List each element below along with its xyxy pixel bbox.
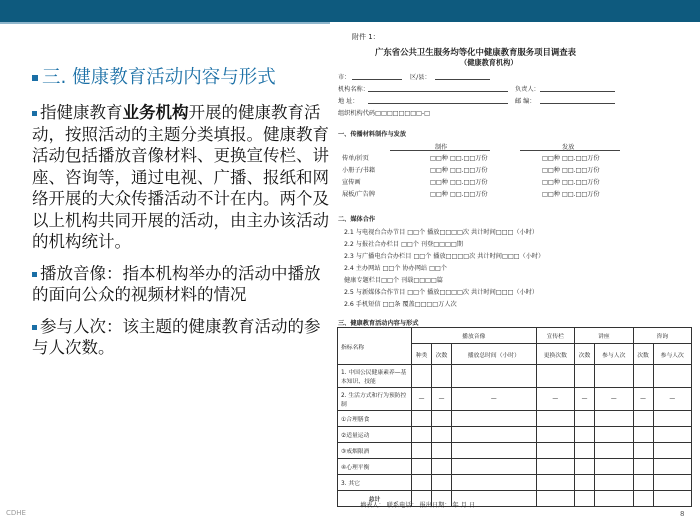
table-subheader: 次数 [633,344,653,365]
activity-table [337,327,692,507]
sec1-make-cell: □□种 □□.□□万份 [430,167,488,174]
field-zip: 邮 编： [515,98,536,105]
bullet-text: 开展的健康教育活动，按照活动的主题分类填报。健康教育活动包括播放音像材料、更换宣传栏、讲座、咨询等，通过电视、广播、报纸和网络开展的大众传播活动不计在内。两个及以上机构共同开展的活动，由主办该活动的机构统计。 [32,103,329,251]
bullet-text: 播放音像：指本机构举办的活动中播放的面向公众的视频材料的情况 [32,263,321,304]
field-code: 组织机构代码□□□□□□□□-□ [338,110,430,117]
bullet-item [32,316,332,359]
row-label: ③戒烟限酒 [338,443,412,459]
row-label: ④心理平衡 [338,459,412,475]
table-subheader: 次数 [432,344,452,365]
media-item: 2.1 与电视台合办节目 □□个 播放□□□□次 共计时间□□□（小时） [344,229,539,236]
table-row [338,365,692,388]
bullet-square-icon [32,272,37,277]
attachment-label: 附件 1： [352,33,380,41]
table-header: 播放音像 [412,328,537,344]
table-subheader: 播放总时间（小时） [452,344,537,365]
sec1-give-cell: □□种 □□.□□万份 [542,155,600,162]
sec1-row-label: 宣传画 [342,179,361,186]
field-line [435,79,490,80]
field-line [368,91,508,92]
sec1-row-label: 小册子/书籍 [342,167,376,174]
sec1-make-cell: □□种 □□.□□万份 [430,191,488,198]
dash-cell: — [452,388,537,411]
survey-form-image [330,22,700,525]
bullet-item [32,102,332,253]
table-subheader: 次数 [575,344,595,365]
field-address: 地 址： [338,98,359,105]
form-title: 广东省公共卫生服务均等化中健康教育服务项目调查表 [375,47,576,57]
sec1-make-cell: □□种 □□.□□万份 [430,179,488,186]
field-line [368,103,508,104]
table-subheader: 参与人次 [595,344,633,365]
table-row [338,443,692,459]
form-footer: 填表人： 联系电话： 报出日期： 年 月 日 [360,502,476,509]
page-number: 8 [680,510,685,518]
field-district: 区/县： [410,74,431,81]
sec1-give-cell: □□种 □□.□□万份 [542,191,600,198]
media-item: 2.2 与报社合办栏目 □□个 刊登□□□□期 [344,241,463,248]
bullet-text: 参与人次：该主题的健康教育活动的参与人次数。 [32,316,321,357]
sec1-give-cell: □□种 □□.□□万份 [542,179,600,186]
form-subtitle: （健康教育机构） [460,58,518,67]
col-make: 制作 [435,144,448,151]
dash-cell: — [432,388,452,411]
media-item: 2.4 主办网站 □□个 协办网站 □□个 [344,265,447,272]
table-row [338,475,692,491]
table-subheader: 种类 [412,344,432,365]
footer-logo-text: CDHE [6,509,26,517]
bullet-square-icon [32,75,38,81]
table-header: 讲座 [575,328,633,344]
bullet-square-icon [32,111,37,116]
table-subheader: 参与人次 [653,344,691,365]
col-rule [390,150,490,151]
dash-cell: — [575,388,595,411]
row-label-total: 总计 [338,491,412,507]
media-item: 健康专题栏目□□个 刊载□□□□篇 [344,277,443,284]
field-line [540,103,615,104]
sec1-row-label: 展板/广告牌 [342,191,376,198]
media-item: 2.3 与广播电台合办栏目 □□个 播放□□□□次 共计时间□□□（小时） [344,253,545,260]
row-label: ②适量运动 [338,427,412,443]
dash-cell: — [595,388,633,411]
bullet-square-icon [32,325,37,330]
bullet-item [32,263,332,306]
media-item: 2.6 手机短信 □□条 覆盖□□□□万人次 [344,301,457,308]
top-banner [0,0,700,22]
row-label: 3. 其它 [338,475,412,491]
table-header: 宣传栏 [536,328,574,344]
table-header: 指标名称 [338,328,412,365]
field-line [540,91,615,92]
bullet-text: 指健康教育 [40,103,123,122]
section-3-heading: 三、健康教育活动内容与形式 [338,320,419,327]
table-subheader: 更换次数 [536,344,574,365]
section-2-heading: 二、媒体合作 [338,216,376,223]
table-row [338,411,692,427]
table-row [338,388,692,411]
sec1-row-label: 传单/折页 [342,155,369,162]
slide-title [32,63,276,89]
bullet-bold-text: 业务机构 [122,103,189,122]
dash-cell: — [633,388,653,411]
row-label: ①合理膳食 [338,411,412,427]
sec1-give-cell: □□种 □□.□□万份 [542,167,600,174]
col-rule [520,150,620,151]
col-give: 发放 [562,144,575,151]
dash-cell: — [536,388,574,411]
dash-cell: — [653,388,691,411]
sec1-make-cell: □□种 □□.□□万份 [430,155,488,162]
field-line [352,79,402,80]
table-row [338,427,692,443]
field-org: 机构名称： [338,86,369,93]
slide-bullets [32,102,332,369]
row-label: 1. 中国公民健康素养—基本知识、技能 [338,365,412,388]
dash-cell: — [412,388,432,411]
field-city: 市： [338,74,351,81]
media-item: 2.5 与新媒体合作节目 □□个 播放□□□□次 共计时间□□□（小时） [344,289,539,296]
row-label: 2. 生活方式和行为预防控制 [338,388,412,411]
section-1-heading: 一、传播材料制作与发放 [338,131,407,138]
field-leader: 负责人： [515,86,540,93]
table-header: 咨询 [633,328,692,344]
table-row [338,459,692,475]
slide-title-text: 三. 健康教育活动内容与形式 [42,67,276,88]
